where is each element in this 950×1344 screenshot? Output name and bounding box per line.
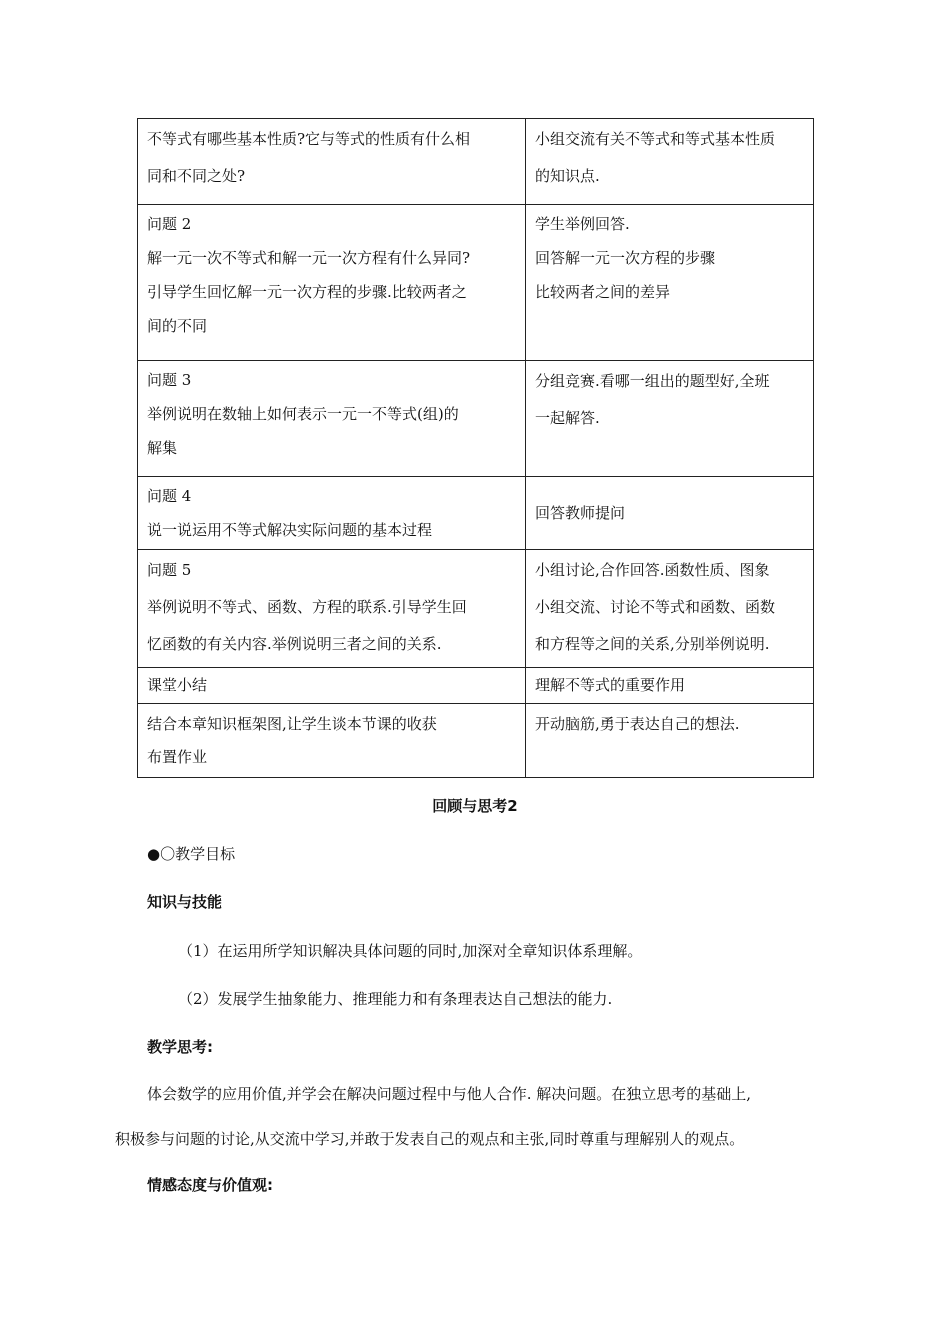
cell-line: 小组交流有关不等式和等式基本性质 xyxy=(535,130,776,148)
table-cell-student xyxy=(526,361,814,477)
table-row xyxy=(138,668,814,704)
knowledge-item: （2）发展学生抽象能力、推理能力和有条理表达自己想法的能力. xyxy=(178,990,613,1008)
cell-line: 理解不等式的重要作用 xyxy=(535,676,686,694)
goals-heading: ●〇教学目标 xyxy=(147,845,236,863)
cell-line: 分组竞赛.看哪一组出的题型好,全班 xyxy=(535,372,770,390)
table-cell-student xyxy=(526,477,814,550)
knowledge-item: （1）在运用所学知识解决具体问题的同时,加深对全章知识体系理解。 xyxy=(178,942,643,960)
cell-line: 问题 4 xyxy=(147,487,192,505)
table-row xyxy=(138,361,814,477)
table-cell-teacher xyxy=(138,361,526,477)
cell-line: 开动脑筋,勇于表达自己的想法. xyxy=(535,715,740,733)
knowledge-heading: 知识与技能 xyxy=(147,893,223,911)
cell-line: 问题 5 xyxy=(147,561,192,579)
lesson-plan-table xyxy=(137,118,814,778)
table-cell-teacher xyxy=(138,477,526,550)
table-cell-student xyxy=(526,668,814,704)
thinking-paragraph-line: 积极参与问题的讨论,从交流中学习,并敢于发表自己的观点和主张,同时尊重与理解别人的观点。 xyxy=(115,1130,745,1148)
cell-line: 小组讨论,合作回答.函数性质、图象 xyxy=(535,561,770,579)
thinking-paragraph-line: 体会数学的应用价值,并学会在解决问题过程中与他人合作. 解决问题。在独立思考的基础上, xyxy=(147,1085,752,1103)
table-cell-student xyxy=(526,550,814,668)
table-row xyxy=(138,119,814,205)
cell-line: 解一元一次不等式和解一元一次方程有什么异同? xyxy=(147,249,471,267)
cell-line: 举例说明在数轴上如何表示一元一不等式(组)的 xyxy=(147,405,459,423)
table-cell-teacher xyxy=(138,550,526,668)
cell-line: 结合本章知识框架图,让学生谈本节课的收获 xyxy=(147,715,437,733)
cell-line: 解集 xyxy=(147,439,178,457)
cell-line: 问题 2 xyxy=(147,215,192,233)
cell-line: 举例说明不等式、函数、方程的联系.引导学生回 xyxy=(147,598,467,616)
cell-line: 小组交流、讨论不等式和函数、函数 xyxy=(535,598,776,616)
cell-line: 回答教师提问 xyxy=(535,503,626,522)
cell-line: 忆函数的有关内容.举例说明三者之间的关系. xyxy=(147,635,442,653)
cell-line: 的知识点. xyxy=(535,167,600,185)
cell-line: 不等式有哪些基本性质?它与等式的性质有什么相 xyxy=(147,130,471,148)
thinking-heading: 教学思考: xyxy=(147,1038,213,1056)
cell-line: 引导学生回忆解一元一次方程的步骤.比较两者之 xyxy=(147,283,467,301)
cell-line: 布置作业 xyxy=(147,748,208,766)
cell-line: 回答解一元一次方程的步骤 xyxy=(535,249,716,267)
cell-line: 学生举例回答. xyxy=(535,215,630,233)
table-cell-teacher xyxy=(138,668,526,704)
cell-line: 说一说运用不等式解决实际问题的基本过程 xyxy=(147,521,433,539)
table-cell-teacher xyxy=(138,704,526,778)
cell-line: 同和不同之处? xyxy=(147,167,246,185)
cell-line: 课堂小结 xyxy=(147,676,208,694)
table-cell-student xyxy=(526,704,814,778)
cell-line: 一起解答. xyxy=(535,409,600,427)
attitude-heading: 情感态度与价值观: xyxy=(147,1176,273,1194)
table-cell-student xyxy=(526,205,814,361)
cell-line: 问题 3 xyxy=(147,371,192,389)
table-cell-teacher xyxy=(138,119,526,205)
cell-line: 间的不同 xyxy=(147,317,208,335)
section-title: 回顾与思考2 xyxy=(432,797,518,815)
cell-line: 和方程等之间的关系,分别举例说明. xyxy=(535,635,770,653)
cell-line: 比较两者之间的差异 xyxy=(535,283,671,301)
table-row xyxy=(138,477,814,550)
table-row xyxy=(138,550,814,668)
table-row xyxy=(138,205,814,361)
table-cell-teacher xyxy=(138,205,526,361)
table-cell-student xyxy=(526,119,814,205)
table-row xyxy=(138,704,814,778)
